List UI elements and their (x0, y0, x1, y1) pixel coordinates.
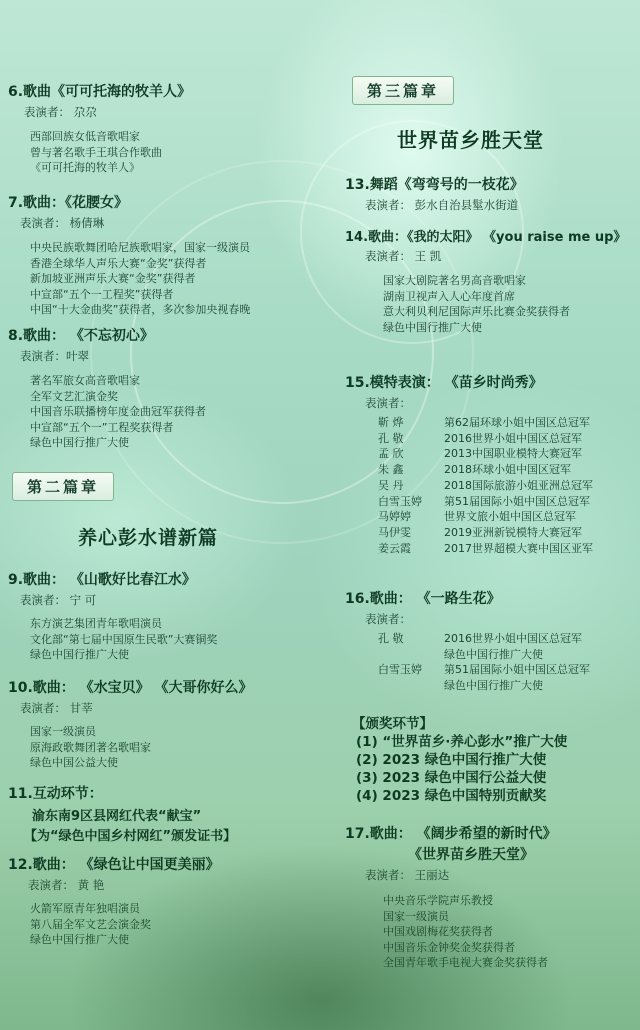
item-title: 8.歌曲： 《不忘初心》 (8, 328, 154, 344)
bio-line: 中国“十大金曲奖”获得者，多次参加央视春晚 (30, 303, 251, 316)
program-item-13 (345, 174, 524, 213)
program-item-14 (345, 226, 626, 335)
bio-lines (30, 724, 253, 771)
performer: 表演者： 杨倩琳 (20, 216, 105, 230)
bio-line: 国家大剧院著名男高音歌唱家 (383, 274, 526, 287)
item-title: 6.歌曲《可可托海的牧羊人》 (8, 84, 192, 100)
awards-section (352, 715, 567, 805)
performer-list (378, 631, 590, 694)
model-name: 白雪玉婷 (378, 494, 422, 508)
program-item-8 (8, 325, 206, 451)
performer: 表演者： 黄 艳 (28, 878, 105, 892)
bio-line: 意大利贝利尼国际声乐比赛金奖获得者 (383, 305, 570, 318)
program-item-9 (8, 569, 217, 663)
performer-name: 孔 敬 (378, 632, 404, 645)
performer: 表演者：叶翠 (20, 349, 89, 363)
bio-line: 西部回族女低音歌唱家 (30, 130, 140, 143)
performer: 表演者： 王 凯 (365, 249, 442, 263)
performer: 表演者： (365, 396, 411, 410)
item-detail: 【为“绿色中国乡村网红”颁发证书】 (24, 829, 237, 844)
bio-line: 著名军旅女高音歌唱家 (30, 374, 140, 387)
bio-line: 中宣部“五个一工程奖”获得者 (30, 287, 174, 301)
model-award: 2013中国职业模特大赛冠军 (444, 447, 582, 461)
model-award: 世界文旅小姐中国区总冠军 (444, 510, 576, 524)
item-title: 9.歌曲： 《山歌好比春江水》 (8, 572, 196, 588)
program-item-11 (8, 783, 236, 844)
performer-award: 绿色中国行推广大使 (444, 647, 543, 661)
bio-line: 中国音乐联播榜年度金曲冠军获得者 (30, 405, 206, 418)
bio-line: 国家一级演员 (30, 725, 96, 738)
bio-lines (383, 893, 557, 971)
item-title: 16.歌曲： 《一路生花》 (345, 591, 501, 607)
bio-line: 中国音乐金钟奖金奖获得者 (383, 940, 515, 954)
model-award: 2017世界超模大赛中国区亚军 (444, 541, 593, 555)
item-title: 17.歌曲： 《阔步希望的新时代》 (345, 826, 557, 842)
bio-line: 全军文艺汇演金奖 (30, 389, 118, 403)
bio-lines (383, 273, 626, 335)
bio-line: 中宣部“五个一”工程奖获得者 (30, 420, 174, 434)
bio-line: 中央民族歌舞团哈尼族歌唱家，国家一级演员 (30, 241, 250, 254)
model-name: 姜云霞 (378, 541, 411, 555)
bio-line: 湖南卫视声入人心年度首席 (383, 289, 515, 303)
performer-name (378, 678, 440, 694)
model-name: 马婷婷 (378, 510, 411, 524)
performer-name (378, 647, 440, 663)
awards-header: 【颁奖环节】 (352, 716, 433, 732)
performer: 表演者： (365, 612, 411, 626)
bio-line: 《可可托海的牧羊人》 (30, 161, 140, 174)
bio-line: 新加坡亚洲声乐大赛“金奖”获得者 (30, 272, 196, 285)
bio-lines (30, 373, 206, 451)
bio-line: 绿色中国行推广大使 (30, 436, 129, 449)
award-item: (4) 2023 绿色中国特别贡献奖 (356, 788, 547, 804)
bio-lines (30, 240, 250, 318)
chapter-3-title: 世界苗乡胜天堂 (397, 128, 544, 152)
model-award: 第62届环球小姐中国区总冠军 (444, 416, 590, 429)
item-title-second: 《世界苗乡胜天堂》 (408, 847, 534, 863)
performer: 表演者： 尕尕 (24, 105, 97, 119)
program-item-12 (8, 854, 220, 948)
bio-line: 东方演艺集团青年歌唱演员 (30, 617, 162, 630)
program-item-16 (345, 588, 590, 694)
model-award: 第51届国际小姐中国区总冠军 (444, 494, 590, 508)
bio-lines (30, 616, 217, 663)
program-item-7 (8, 192, 250, 318)
bio-lines (30, 129, 191, 176)
bio-line: 文化部“第七届中国原生民歌”大赛铜奖 (30, 632, 218, 646)
chapter-3-badge: 第三篇章 (352, 76, 454, 105)
model-award: 2018环球小姐中国区冠军 (444, 463, 571, 477)
performer-award: 第51届国际小姐中国区总冠军 (444, 663, 590, 677)
item-title: 15.模特表演： 《苗乡时尚秀》 (345, 375, 543, 391)
performer: 表演者： 甘莘 (20, 701, 93, 715)
program-item-6 (8, 81, 191, 176)
model-award: 2019亚洲新锐模特大赛冠军 (444, 525, 582, 539)
performer-award: 2016世界小姐中国区总冠军 (444, 632, 582, 645)
award-item: (3) 2023 绿色中国行公益大使 (356, 770, 547, 786)
item-detail: 渝东南9区县网红代表“献宝” (32, 809, 202, 824)
model-award: 2018国际旅游小姐亚洲总冠军 (444, 478, 593, 492)
bio-line: 绿色中国行推广大使 (30, 648, 129, 661)
award-item: (2) 2023 绿色中国行推广大使 (356, 752, 547, 768)
performer-name: 白雪玉婷 (378, 663, 422, 677)
bio-line: 香港全球华人声乐大赛“金奖”获得者 (30, 256, 207, 270)
program-item-17 (345, 823, 557, 971)
model-name: 马伊雯 (378, 525, 411, 539)
item-title: 10.歌曲： 《水宝贝》 《大哥你好么》 (8, 680, 253, 696)
item-title: 7.歌曲：《花腰女》 (8, 195, 129, 211)
bio-line: 原海政歌舞团著名歌唱家 (30, 740, 151, 754)
item-title: 13.舞蹈《弯弯号的一枝花》 (345, 177, 524, 193)
bio-line: 曾与著名歌手王琪合作歌曲 (30, 145, 162, 159)
bio-line: 火箭军原青年独唱演员 (30, 902, 140, 915)
performer: 表演者： 宁 可 (20, 593, 97, 607)
program-item-15 (345, 372, 593, 556)
bio-line: 中国戏剧梅花奖获得者 (383, 925, 493, 938)
bio-line: 绿色中国行推广大使 (30, 933, 129, 946)
performer-award: 绿色中国行推广大使 (444, 679, 543, 693)
model-name: 朱 鑫 (378, 463, 404, 477)
bio-line: 绿色中国公益大使 (30, 756, 118, 769)
bio-line: 全国青年歌手电视大赛金奖获得者 (383, 956, 548, 969)
model-award: 2016世界小姐中国区总冠军 (444, 431, 582, 445)
performer: 表演者： 彭水自治县髽水街道 (365, 198, 519, 212)
model-name: 吴 丹 (378, 478, 404, 492)
performer: 表演者： 王丽达 (365, 868, 450, 882)
chapter-2-badge: 第二篇章 (12, 472, 114, 501)
item-title: 12.歌曲： 《绿色让中国更美丽》 (8, 857, 220, 873)
bio-lines (30, 901, 220, 948)
bio-line: 中央音乐学院声乐教授 (383, 894, 493, 907)
bio-line: 第八届全军文艺会演金奖 (30, 917, 151, 931)
program-item-10 (8, 677, 253, 771)
model-list (378, 415, 593, 556)
model-name: 孔 敬 (378, 431, 404, 445)
bio-line: 绿色中国行推广大使 (383, 320, 482, 334)
chapter-2-title: 养心彭水谱新篇 (78, 527, 219, 549)
model-name: 孟 欣 (378, 447, 404, 461)
item-title: 14.歌曲：《我的太阳》 《you raise me up》 (345, 230, 627, 245)
item-title: 11.互动环节： (8, 786, 103, 802)
bio-line: 国家一级演员 (383, 909, 449, 923)
award-item: (1) “世界苗乡·养心彭水”推广大使 (356, 734, 568, 750)
model-name: 靳 烨 (378, 416, 404, 429)
